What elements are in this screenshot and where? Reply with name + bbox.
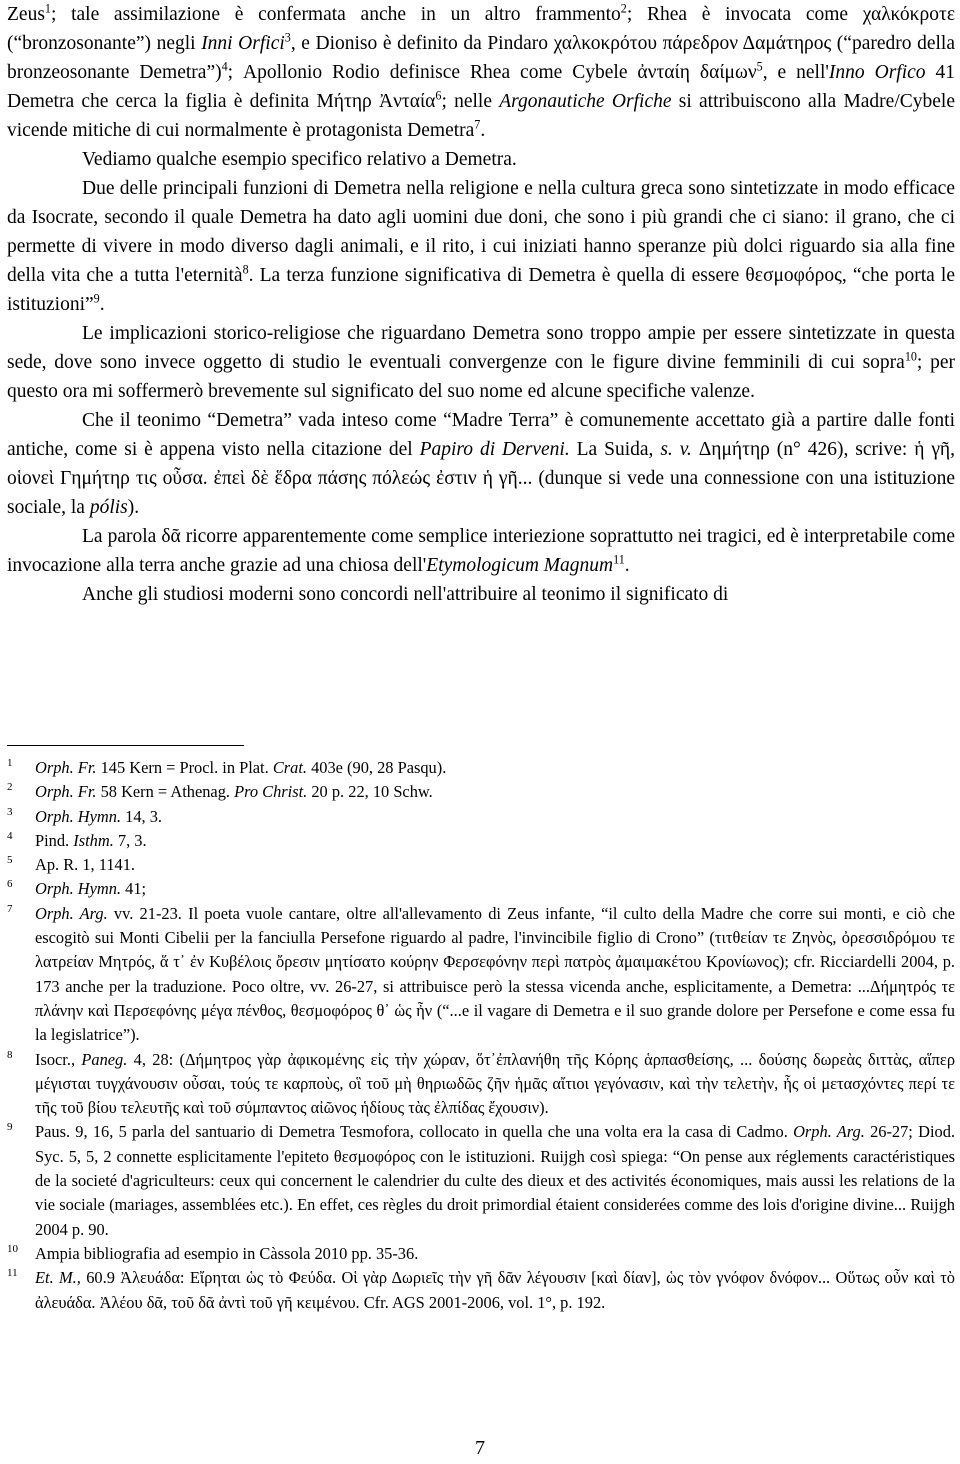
footnote-2 [7,780,955,804]
text: ; Rhea è invocata come χαλκόκροτε (“bronzosonante”) negli [7,4,956,54]
footnote-5 [7,853,955,877]
text: Zeus [7,4,45,25]
footnote-1 [7,756,955,780]
body-text [7,0,955,609]
text: . La terza funzione significativa di Demetra è quella di essere θεσμοφόρος, “che porta le istituzioni” [7,265,955,315]
footnotes [7,756,955,1315]
footnote-ref[interactable]: 4 [221,59,228,74]
text: ; tale assimilazione è confermata anche in un altro frammento [50,4,621,25]
italic-text: Argonautiche Orfiche [499,91,672,112]
footnote-number: 6 [7,878,13,891]
footnote-ref[interactable]: 11 [613,552,625,567]
text: si attribuiscono alla Madre/Cybele vicende mitiche di cui normalmente è protagonista Demetra [7,91,955,141]
italic-text: Papiro di Derveni. [419,439,570,460]
text: vv. 21-23. Il poeta vuole cantare, oltre all'allevamento di Zeus infante, “il culto della Madre che corre sui monti, e ciò che escogitò sui Monti Cibelii per la fanciulla Persefone riguardo al padre, l'invincibile figlio di Crono” (τιτθείαν τε Ζηνὸς, ὀρεσσιδρόμου τε λατρείαν Μητρός, ἅ τ᾽ ἐν Κυβέλοις ὄρεσιν μητίσατο κούρην Φερσεφόνην περὶ πατρὸς ἀμαιμακέτου Κρονίωνος); cfr. Ricciardelli 2004, p. 173 anche per la traduzione. Poco oltre, vv. 26-27, si attribuisce però la stessa vicenda anche, esplicitamente, a Demetra: ...Δήμητρός τε πλάνην καὶ Περσεφόνης μέγα πένθος, θεσμοφόρος θ᾽ ὡς ἦν (“...e il vagare di Demetra e il suo grande dolore per Persefone e come essa fu la legislatrice”). [35,903,955,1045]
text: ; per questo ora mi soffermerò brevemente sul significato del suo nome ed alcune specifiche valenze. [7,352,955,402]
text: . [99,294,105,315]
text: Le implicazioni storico-religiose che riguardano Demetra sono troppo ampie per essere sintetizzate in questa sede, dove sono invece oggetto di studio le eventuali convergenze con le figure divine femminili di cui sopra [7,323,955,373]
footnote-4 [7,829,955,853]
paragraph-2: Vediamo qualche esempio specifico relativo a Demetra. [82,149,517,170]
italic-text: Paneg. [81,1049,128,1069]
text: 403e (90, 28 Pasqu). [306,758,447,777]
text: Paus. 9, 16, 5 parla del santuario di Demetra Tesmofora, collocato in quella che una volta era la casa di Cadmo. [35,1122,794,1142]
text: ; nelle [441,91,500,112]
text: . [624,555,630,576]
footnote-number: 2 [7,781,13,794]
footnote-number: 8 [7,1048,13,1061]
footnote-number: 9 [7,1121,13,1134]
italic-text: Orph. Arg. [793,1122,865,1142]
text: 14, 3. [121,806,163,826]
paragraph-5 [7,406,955,522]
text: 145 Kern = Procl. in Plat. [96,758,273,777]
text: 26-27; Diod. Syc. 5, 5, 2 connette esplicitamente l'epiteto θεσμοφόρος con le istituzioni. Ruijgh così spiega: “On pense aux réglements caractéristiques de la societé d'agriculteurs: ceux qui concernent le calendrier du culte des dieux et des activités économiques, mais aussi les relations de la vie sociale (mariages, assemblées etc.). En effet, ces règles du droit primordial étaient considerées comme des lois d'origine divine... Ruijgh 2004 p. 90. [35,1122,955,1239]
paragraph-7: Anche gli studiosi moderni sono concordi nell'attribuire al teonimo il significato di [82,584,729,605]
footnote-ref[interactable]: 5 [756,59,763,74]
text: 60.9 Ἀλευάδα: Εἴρηται ὡς τὸ Φεύδα. Οἱ γὰρ Δωριεῖς τὴν γῆ δᾶν λέγουσιν [καὶ δίαν], ὡς τὸν γνόφον δνόφον... Οὕτως οὖν καὶ τὸ ἀλευάδα. Ἀλέου δᾶ, τοῦ δᾶ ἀντὶ τοῦ γῆ κειμένου. Cfr. AGS 2001-2006, vol. 1°, p. 192. [35,1268,955,1312]
italic-text: Inni Orfici [201,33,285,54]
italic-text: Et. M., [35,1268,81,1288]
paragraph-3 [7,174,955,319]
text: Δημήτηρ (n° 426), scrive: ἡ γῆ, οἱονεὶ Γημήτηρ τις οὖσα. ἐπεὶ δὲ ἕδρα πάσης πόλεώς ἐστιν ἡ γῆ... (dunque si vede una connessione con una istituzione sociale, la [7,439,956,518]
text: , e nell' [762,62,829,83]
italic-text: Isthm. [73,830,114,850]
text: Che il teonimo “Demetra” vada inteso come “Madre Terra” è comunemente accettato già a partire dalle fonti antiche, come si è appena visto nella citazione del [7,410,955,460]
page-number: 7 [475,1437,485,1459]
text: 58 Kern = Athenag. [96,782,235,802]
paragraph-6 [7,522,955,580]
text: ; Apollonio Rodio definisce Rhea come Cybele ἀνταίη δαίμων [227,62,757,83]
footnote-ref[interactable]: 1 [44,1,51,16]
footnote-number: 3 [7,805,13,818]
footnote-11 [7,1266,955,1315]
italic-text: Etymologicum Magnum [426,555,614,576]
text: ). [127,497,140,518]
footnote-8 [7,1048,955,1121]
text: Ap. R. 1, 1141. [35,855,136,875]
footnote-ref[interactable]: 3 [284,30,291,45]
italic-text: Orph. Hymn. [35,806,122,826]
italic-text: Crat. [272,758,307,777]
text: 41 Demetra che cerca la figlia è definita Μήτηρ Ἀνταία [7,62,955,112]
paragraph-1 [7,0,955,145]
italic-text: Orph. Fr. [35,782,97,802]
footnote-3 [7,805,955,829]
text: 7, 3. [113,830,147,850]
text: 41; [121,879,147,899]
text: Pind. [35,830,74,850]
footnote-ref[interactable]: 10 [904,349,917,364]
footnote-number: 10 [7,1242,18,1255]
footnote-ref[interactable]: 8 [242,262,249,277]
footnote-10 [7,1242,955,1266]
italic-text: Pro Christ. [234,782,308,802]
text: Ampia bibliografia ad esempio in Càssola 2010 pp. 35-36. [35,1243,419,1263]
text: 4, 28: (Δήμητρος γὰρ ἀφικομένης εἰς τὴν χώραν, ὅτ᾽ἐπλανήθη τῆς Κόρης ἁρπασθείσης, ... δούσης δωρεὰς διττὰς, αἵπερ μέγισται τυγχάνουσιν οὖσαι, τούς τε καρποὺς, οἳ τοῦ μὴ θηριωδῶς ζῆν ἡμᾶς αἴτιοι γεγόνασιν, καὶ τὴν τελετὴν, ἧς οἱ μετασχόντες περί τε τῆς τοῦ βίου τελευτῆς καὶ τοῦ σύμπαντος αἰῶνος ἡδίους τὰς ἐλπίδας ἔχουσιν). [35,1049,955,1118]
text: La Suida, [569,439,661,460]
italic-text: Orph. Fr. [35,758,97,777]
text: , e Dioniso è definito da Pindaro χαλκοκρότου πάρεδρον Δαμάτηρος (“paredro della bronzeosonante Demetra”) [7,33,955,83]
footnote-ref[interactable]: 6 [435,88,442,103]
footnote-number: 5 [7,854,13,867]
text: La parola δᾶ ricorre apparentemente come semplice interiezione soprattutto nei tragici, ed è interpretabile come invocazione alla terra anche grazie ad una chiosa dell' [7,526,955,576]
footnote-7 [7,902,955,1048]
footnote-6 [7,877,955,901]
text: Due delle principali funzioni di Demetra nella religione e nella cultura greca sono sintetizzate in modo efficace da Isocrate, secondo il quale Demetra ha dato agli uomini due doni, che sono i più grandi che ci siano: il grano, che ci permette di vivere in modo diverso dagli animali, e il rito, i cui iniziati hanno speranze più dolci riguardo sia alla fine della vita che a tutta l'eternità [7,178,955,286]
footnote-number: 1 [7,757,13,769]
page-body [7,0,955,609]
footnote-number: 7 [7,902,13,915]
text: Isocr., [35,1049,82,1069]
footnote-ref[interactable]: 7 [474,117,481,132]
italic-text: pólis [89,497,128,518]
footnote-number: 4 [7,829,13,842]
italic-text: Orph. Hymn. [35,879,122,899]
footnote-9 [7,1120,955,1241]
italic-text: s. v. [660,439,692,460]
italic-text: Orph. Arg. [35,903,108,923]
italic-text: Inno Orfico [828,62,926,83]
footnote-ref[interactable]: 2 [620,1,627,16]
paragraph-4 [7,319,955,406]
footnote-number: 11 [7,1267,18,1280]
text: . [480,120,486,141]
footnote-ref[interactable]: 9 [93,291,100,306]
footnote-separator [7,745,244,746]
text: 20 p. 22, 10 Schw. [307,782,433,802]
